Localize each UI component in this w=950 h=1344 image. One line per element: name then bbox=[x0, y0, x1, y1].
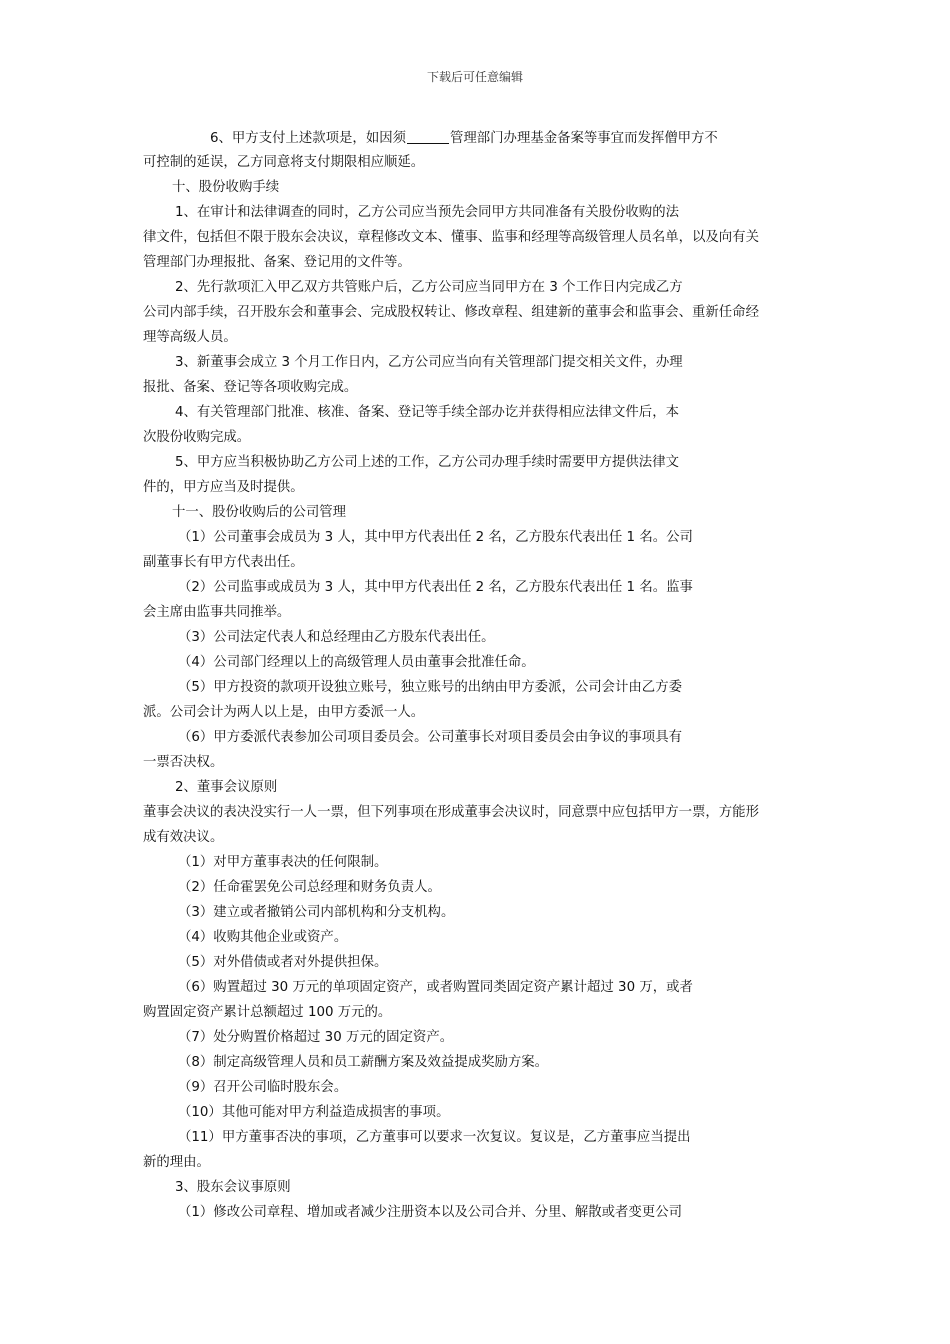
paragraph-line: （3）公司法定代表人和总经理由乙方股东代表出任。 bbox=[178, 630, 495, 645]
paragraph-line: 2、先行款项汇入甲乙双方共管账户后，乙方公司应当同甲方在 3 个工作日内完成乙方 bbox=[175, 280, 683, 295]
paragraph-line: 次股份收购完成。 bbox=[143, 430, 251, 445]
list-item: （2）任命霍罢免公司总经理和财务负责人。 bbox=[178, 880, 441, 895]
paragraph-line: （4）公司部门经理以上的高级管理人员由董事会批准任命。 bbox=[178, 655, 535, 670]
list-item: （3）建立或者撤销公司内部机构和分支机构。 bbox=[178, 905, 455, 920]
section-heading: 十一、股份收购后的公司管理 bbox=[172, 505, 347, 520]
paragraph-line: 理等高级人员。 bbox=[143, 330, 237, 345]
page-header: 下载后可任意编辑 bbox=[426, 70, 523, 84]
list-item: （1）修改公司章程、增加或者减少注册资本以及公司合并、分里、解散或者变更公司 bbox=[178, 1205, 682, 1220]
paragraph-line: 报批、备案、登记等各项收购完成。 bbox=[143, 380, 358, 395]
paragraph-line: （6）甲方委派代表参加公司项目委员会。公司董事长对项目委员会由争议的事项具有 bbox=[178, 730, 682, 745]
list-item: （8）制定高级管理人员和员工薪酬方案及效益提成奖励方案。 bbox=[178, 1055, 549, 1070]
section-heading: 2、董事会议原则 bbox=[175, 780, 278, 795]
list-item: （1）对甲方董事表决的任何限制。 bbox=[178, 855, 388, 870]
section-heading: 3、股东会议事原则 bbox=[175, 1180, 291, 1195]
paragraph-line: （2）公司监事或成员为 3 人，其中甲方代表出任 2 名，乙方股东代表出任 1 名。监事 bbox=[178, 580, 693, 595]
list-item: （9）召开公司临时股东会。 bbox=[178, 1080, 348, 1095]
list-item: （11）甲方董事否决的事项，乙方董事可以要求一次复议。复议是，乙方董事应当提出 bbox=[178, 1130, 691, 1145]
paragraph-line: （1）公司董事会成员为 3 人，其中甲方代表出任 2 名，乙方股东代表出任 1 名。公司 bbox=[178, 530, 693, 545]
paragraph-line: 3、新董事会成立 3 个月工作日内，乙方公司应当向有关管理部门提交相关文件，办理 bbox=[175, 355, 683, 370]
paragraph-line: 购置固定资产累计总额超过 100 万元的。 bbox=[143, 1005, 392, 1020]
paragraph-line bbox=[210, 129, 718, 148]
paragraph-line: 新的理由。 bbox=[143, 1155, 210, 1170]
paragraph-line: 管理部门办理报批、备案、登记用的文件等。 bbox=[143, 255, 411, 270]
list-item: （4）收购其他企业或资产。 bbox=[178, 930, 348, 945]
paragraph-line: 4、有关管理部门批准、核准、备案、登记等手续全部办讫并获得相应法律文件后，本 bbox=[175, 405, 679, 420]
list-item: （7）处分购置价格超过 30 万元的固定资产。 bbox=[178, 1030, 454, 1045]
paragraph-line: 成有效决议。 bbox=[143, 830, 224, 845]
paragraph-line: 律文件，包括但不限于股东会决议，章程修改文本、懂事、监事和经理等高级管理人员名单，以及向有关 bbox=[143, 230, 759, 245]
paragraph-line: 5、甲方应当积极协助乙方公司上述的工作，乙方公司办理手续时需要甲方提供法律文 bbox=[175, 455, 679, 470]
paragraph-line: 公司内部手续，召开股东会和董事会、完成股权转让、修改章程、组建新的董事会和监事会、重新任命经 bbox=[143, 305, 759, 320]
paragraph-line: 件的，甲方应当及时提供。 bbox=[143, 480, 304, 495]
list-item: （10）其他可能对甲方利益造成损害的事项。 bbox=[178, 1105, 450, 1120]
paragraph-line: （5）甲方投资的款项开设独立账号，独立账号的出纳由甲方委派，公司会计由乙方委 bbox=[178, 680, 682, 695]
fill-in-blank bbox=[407, 129, 449, 144]
paragraph-line: 派。公司会计为两人以上是，由甲方委派一人。 bbox=[143, 705, 425, 720]
paragraph-line: 董事会决议的表决没实行一人一票，但下列事项在形成董事会决议时，同意票中应包括甲方一票，方能形 bbox=[143, 805, 759, 820]
list-item: （6）购置超过 30 万元的单项固定资产，或者购置同类固定资产累计超过 30 万，或者 bbox=[178, 980, 693, 995]
paragraph-line: 可控制的延误，乙方同意将支付期限相应顺延。 bbox=[143, 155, 425, 170]
line-text: 6、甲方支付上述款项是，如因须 bbox=[210, 131, 406, 146]
section-heading: 十、股份收购手续 bbox=[172, 180, 280, 195]
paragraph-line: 一票否决权。 bbox=[143, 755, 224, 770]
paragraph-line: 副董事长有甲方代表出任。 bbox=[143, 555, 304, 570]
list-item: （5）对外借债或者对外提供担保。 bbox=[178, 955, 388, 970]
line-text: 管理部门办理基金备案等事宜而发挥僧甲方不 bbox=[450, 131, 718, 146]
paragraph-line: 1、在审计和法律调查的同时，乙方公司应当预先会同甲方共同准备有关股份收购的法 bbox=[175, 205, 679, 220]
paragraph-line: 会主席由监事共同推举。 bbox=[143, 605, 291, 620]
